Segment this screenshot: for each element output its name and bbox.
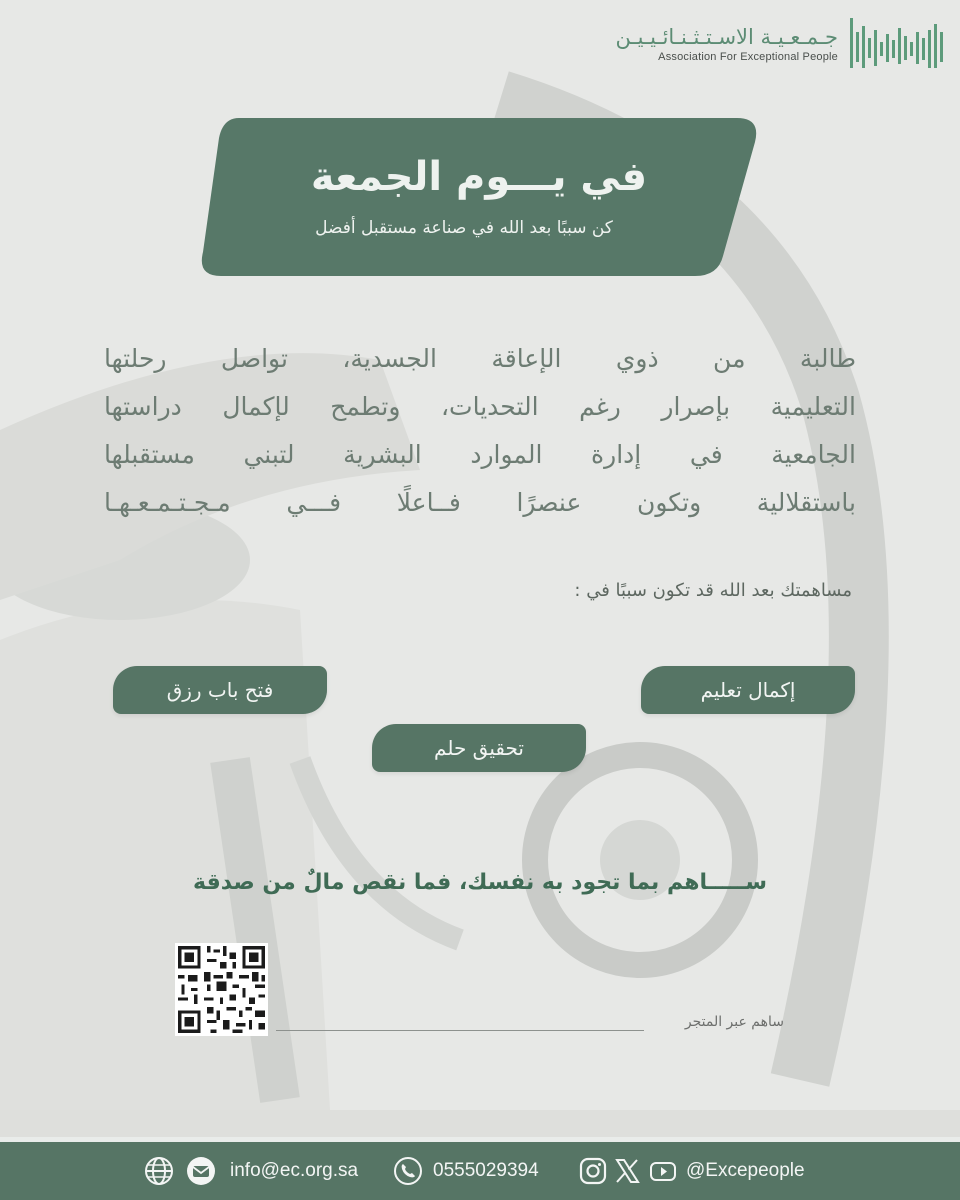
- story-line: باستقلالية وتكون عنصرًا فــاعلًا فـــي مـجـتـمـعـهـا: [104, 488, 856, 517]
- pill-open-livelihood: فتح باب رزق: [113, 666, 327, 714]
- footer-email-text[interactable]: info@ec.org.sa: [230, 1160, 359, 1181]
- footer-email[interactable]: [186, 1154, 358, 1188]
- association-logo: [615, 10, 944, 76]
- headline-banner: [199, 118, 759, 276]
- phone-icon[interactable]: [393, 1156, 423, 1186]
- story-line: طالبة من ذوي الإعاقة الجسدية، تواصل رحلتها: [104, 344, 856, 373]
- globe-icon[interactable]: [144, 1156, 174, 1186]
- qr-code-icon[interactable]: [175, 943, 268, 1036]
- pill-complete-education: إكمال تعليم: [641, 666, 855, 714]
- store-divider-line: [276, 1030, 644, 1031]
- donation-slogan: ســـــاهم بما تجود به نفسك، فما نقص مالٌ من صدقة: [193, 870, 767, 895]
- instagram-icon[interactable]: [578, 1156, 608, 1186]
- x-icon[interactable]: [612, 1156, 642, 1186]
- story-line: التعليمية بإصرار رغم التحديات، وتطمح لإكمال دراستها: [104, 392, 856, 421]
- email-icon[interactable]: [186, 1156, 216, 1186]
- headline-subtitle: كن سببًا بعد الله في صناعة مستقبل أفضل: [315, 218, 613, 238]
- story-paragraph: [104, 335, 856, 527]
- logo-english-name: Association For Exceptional People: [658, 51, 838, 63]
- footer-phone[interactable]: [393, 1154, 539, 1188]
- footer-handle-text[interactable]: @Excepeople: [686, 1160, 805, 1181]
- contribution-label: مساهمتك بعد الله قد تكون سببًا في :: [574, 580, 852, 601]
- footer-social: [578, 1154, 805, 1188]
- headline-title: في يـــوم الجمعة: [310, 154, 648, 200]
- footer-web[interactable]: [144, 1154, 174, 1188]
- footer-phone-text[interactable]: 0555029394: [433, 1160, 539, 1181]
- footer-bar: [0, 1137, 960, 1200]
- store-label: ساهم عبر المتجر: [684, 1014, 784, 1030]
- equalizer-bars-logo-icon: [848, 12, 944, 74]
- story-line: الجامعية في إدارة الموارد البشرية لتبني مستقبلها: [104, 440, 856, 469]
- pill-fulfill-dream: تحقيق حلم: [372, 724, 586, 772]
- logo-arabic-name: جـمـعـيـة الاسـتـثـنـائـيـيـن: [615, 25, 838, 49]
- youtube-icon[interactable]: [648, 1156, 678, 1186]
